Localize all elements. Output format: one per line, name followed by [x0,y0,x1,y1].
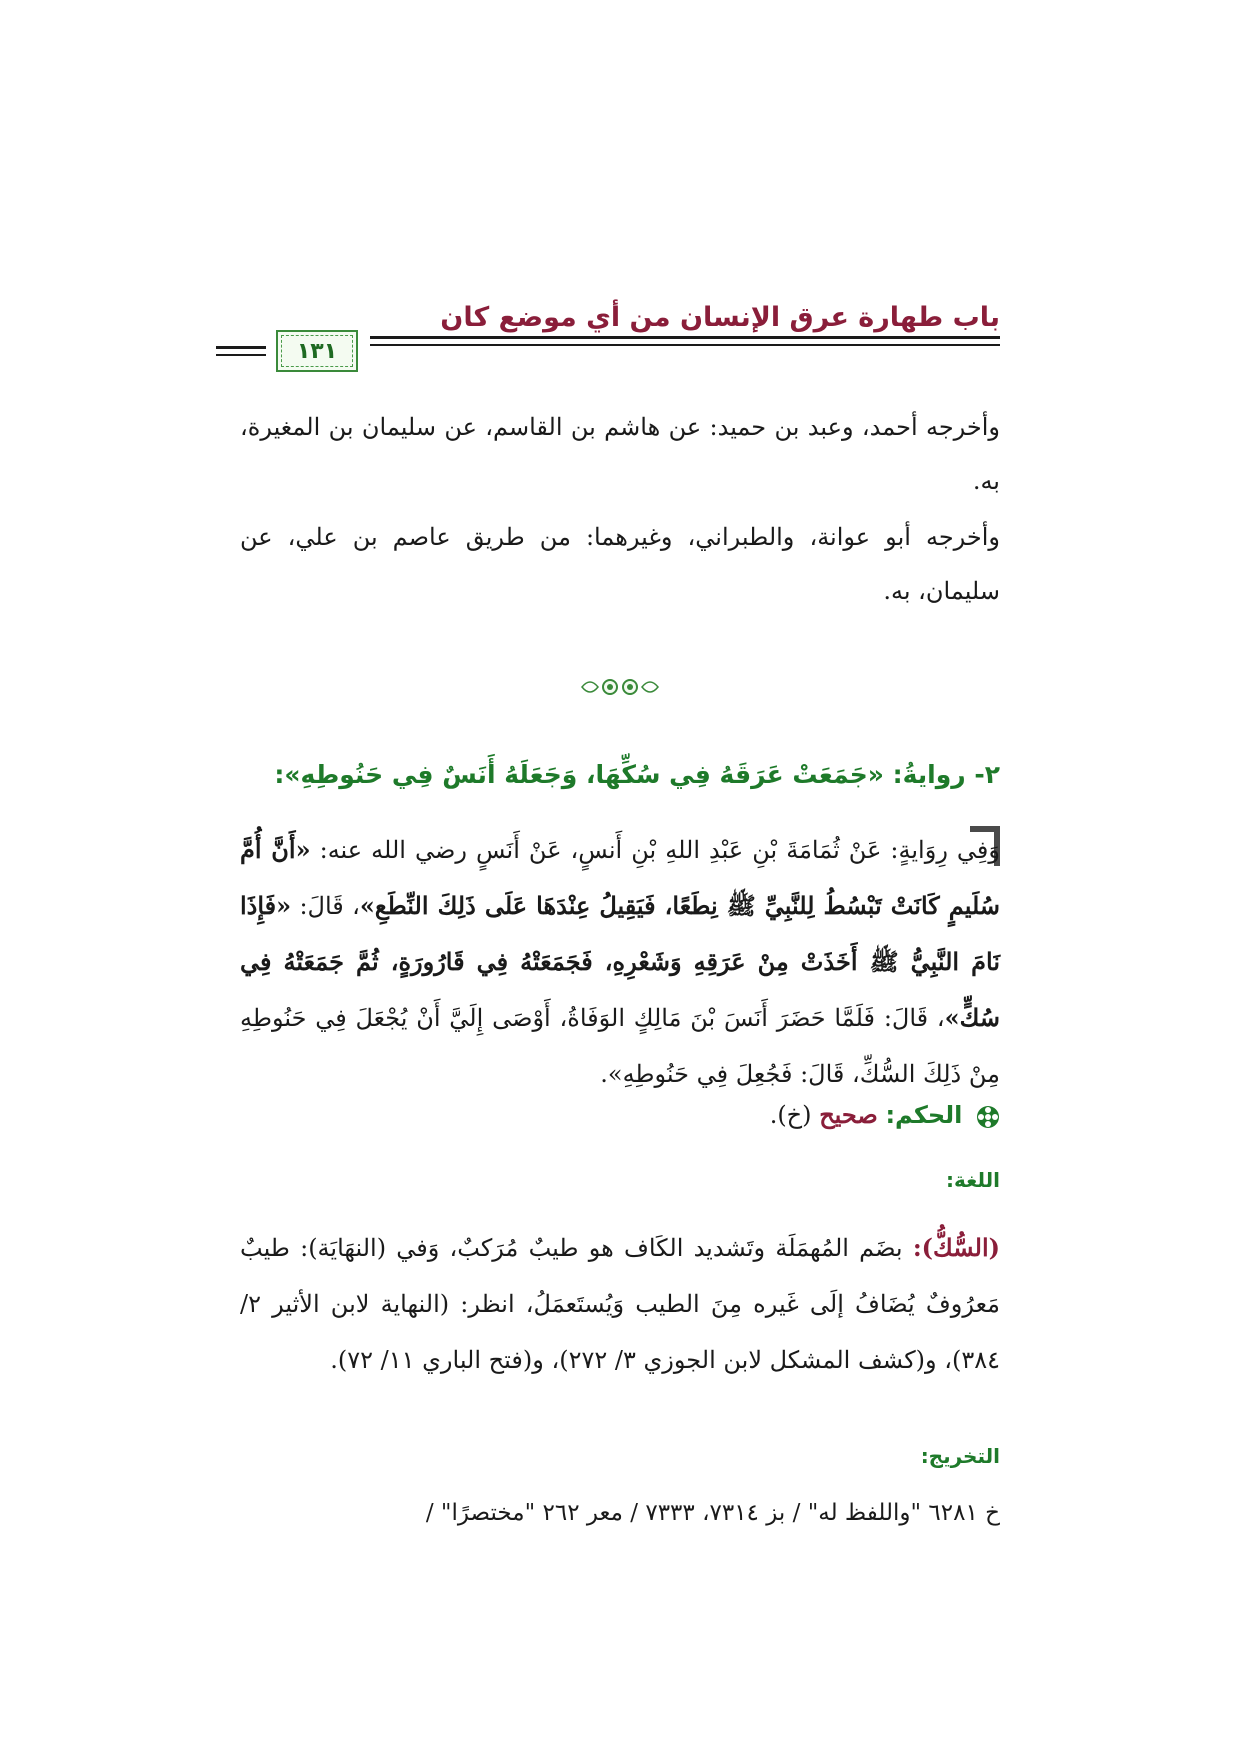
page-number: ١٣١ [296,338,338,364]
ornament-divider-icon [580,672,660,702]
lugha-definition: بضَم المُهمَلَة وتَشديد الكَاف هو طيبٌ مُرَكبٌ، وَفي (النهَايَة): طيبٌ مَعرُوفٌ يُضَافُ إلَى غَيره مِنَ الطيب وَيُستَعمَلُ، انظر: (النهاية لابن الأثير ٢/ ٣٨٤)، و(كشف المشكل لابن الجوزي ٣/ ٢٧٢)، و(فتح الباري ١١/ ٧٢). [240,1234,1000,1374]
page-number-frame [276,330,358,372]
lugha-heading: اللغة: [946,1168,1000,1192]
paragraph-2: وأخرجه أبو عوانة، والطبراني، وغيرهما: من طريق عاصم بن علي، عن سليمان، به. [240,523,1000,605]
lugha-text [240,1220,1000,1388]
hadith-mid: ، قَالَ: [291,892,360,920]
hadith-intro: وَفِي رِوَايةٍ: عَنْ ثُمَامَةَ بْنِ عَبْدِ اللهِ بْنِ أَنسٍ، عَنْ أَنَسٍ رضي الله عنه: [310,836,1000,864]
takhrij-line: خ ٦٢٨١ "واللفظ له" / بز ٧٣١٤، ٧٣٣٣ / معر ٢٦٢ "مختصرًا" / [425,1500,1000,1526]
section-heading: ٢- روايةُ: «جَمَعَتْ عَرَقَهُ فِي سُكِّهَا، وَجَعَلَهُ أَنَسٌ فِي حَنُوطِهِ»: [274,760,1000,789]
header-rule-left [216,346,266,349]
hadith-text [240,822,1000,1102]
paragraph-1: وأخرجه أحمد، وعبد بن حميد: عن هاشم بن القاسم، عن سليمان بن المغيرة، به. [240,413,1000,495]
hadith-quote-2: «فَإِذَا نَامَ النَّبِيُّ ﷺ أَخَذَتْ مِنْ عَرَقِهِ وَشَعْرِهِ، فَجَمَعَتْهُ فِي قَارُورَةٍ، ثُمَّ جَمَعَتْهُ فِي سُكٍّ» [240,891,1000,1032]
hadith-rest: ، قَالَ: فَلَمَّا حَضَرَ أَنَسَ بْنَ مَالِكٍ الوَفَاةُ، أَوْصَى إِلَيَّ أَنْ يُجْعَلَ فِي حَنُوطِهِ مِنْ ذَلِكَ السُّكِّ، قَالَ: فَجُعِلَ فِي حَنُوطِهِ». [240,1004,1000,1088]
takhrij-heading: التخريج: [920,1444,1000,1468]
verdict-value: صحيح [819,1100,878,1129]
running-header-title: باب طهارة عرق الإنسان من أي موضع كان [440,302,1000,333]
header-rule-right-thin [370,344,1000,346]
header-rule-left-thin [216,354,266,356]
verdict-line [770,1100,1000,1129]
lugha-term: (السُّكُّ): [912,1233,1000,1262]
hadith-quote-1: «أَنَّ أُمَّ سُلَيمٍ كَانَتْ تَبْسُطُ لِلنَّبِيِّ ﷺ نِطَعًا، فَيَقِيلُ عِنْدَهَا عَلَى ذَلِكَ النِّطَعِ» [240,835,1001,920]
verdict-note: (خ). [769,1101,812,1129]
verdict-label: الحكم: [885,1101,963,1129]
header-rule-right [370,336,1000,339]
flower-icon [976,1105,1000,1129]
